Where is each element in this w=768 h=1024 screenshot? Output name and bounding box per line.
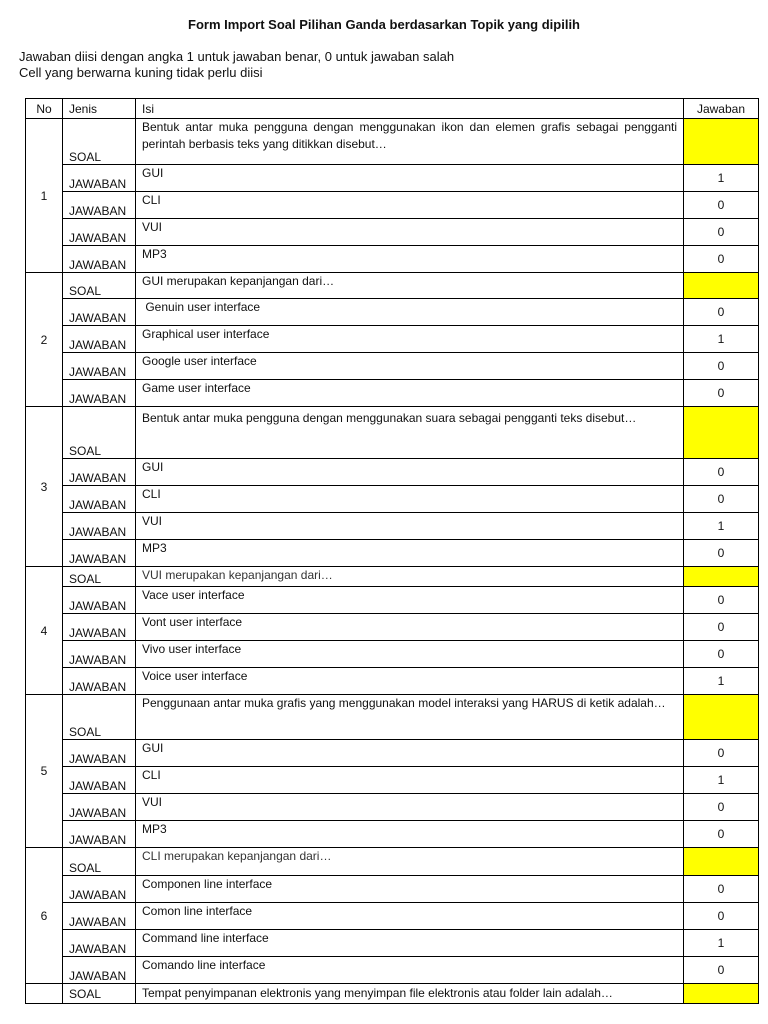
header-jawaban: Jawaban	[684, 99, 759, 119]
header-jenis: Jenis	[63, 99, 136, 119]
type-cell: JAWABAN	[63, 903, 136, 930]
type-cell: SOAL	[63, 407, 136, 459]
type-cell: JAWABAN	[63, 668, 136, 695]
answer-row	[26, 326, 759, 353]
answer-row	[26, 668, 759, 695]
type-cell: JAWABAN	[63, 957, 136, 984]
question-number: 6	[26, 848, 63, 984]
answer-row	[26, 794, 759, 821]
answer-row	[26, 192, 759, 219]
type-cell: JAWABAN	[63, 930, 136, 957]
answer-row	[26, 767, 759, 794]
answer-value[interactable]: 0	[684, 353, 759, 380]
answer-row	[26, 459, 759, 486]
answer-row	[26, 540, 759, 567]
header-row	[26, 99, 759, 119]
question-text[interactable]: VUI merupakan kepanjangan dari…	[136, 567, 684, 587]
type-cell: JAWABAN	[63, 540, 136, 567]
type-cell: JAWABAN	[63, 513, 136, 540]
header-isi: Isi	[136, 99, 684, 119]
option-text[interactable]: Vont user interface	[136, 614, 684, 641]
question-row	[26, 567, 759, 587]
type-cell: JAWABAN	[63, 165, 136, 192]
answer-row	[26, 219, 759, 246]
question-row	[26, 848, 759, 876]
answer-row	[26, 614, 759, 641]
answer-row	[26, 930, 759, 957]
type-cell: JAWABAN	[63, 219, 136, 246]
answer-row	[26, 740, 759, 767]
answer-value[interactable]: 0	[684, 587, 759, 614]
answer-cell-disabled	[684, 273, 759, 299]
answer-value[interactable]: 1	[684, 165, 759, 192]
question-row	[26, 119, 759, 165]
answer-row	[26, 641, 759, 668]
type-cell: SOAL	[63, 273, 136, 299]
type-cell: JAWABAN	[63, 353, 136, 380]
answer-row	[26, 165, 759, 192]
answer-row	[26, 486, 759, 513]
answer-cell-disabled	[684, 567, 759, 587]
answer-value[interactable]: 1	[684, 513, 759, 540]
option-text[interactable]: Vace user interface	[136, 587, 684, 614]
answer-row	[26, 876, 759, 903]
answer-value[interactable]: 0	[684, 219, 759, 246]
option-text[interactable]: VUI	[136, 794, 684, 821]
option-text[interactable]: Comando line interface	[136, 957, 684, 984]
option-text[interactable]: Voice user interface	[136, 668, 684, 695]
answer-value[interactable]: 0	[684, 740, 759, 767]
type-cell: JAWABAN	[63, 299, 136, 326]
question-text[interactable]: CLI merupakan kepanjangan dari…	[136, 848, 684, 876]
type-cell: SOAL	[63, 695, 136, 740]
answer-value[interactable]: 0	[684, 540, 759, 567]
type-cell: JAWABAN	[63, 459, 136, 486]
answer-value[interactable]: 1	[684, 668, 759, 695]
answer-value[interactable]: 0	[684, 192, 759, 219]
option-text[interactable]: MP3	[136, 821, 684, 848]
type-cell: JAWABAN	[63, 614, 136, 641]
answer-cell-disabled	[684, 984, 759, 1004]
question-table	[25, 98, 759, 1004]
option-text[interactable]: Comon line interface	[136, 903, 684, 930]
option-text[interactable]: VUI	[136, 513, 684, 540]
question-row	[26, 695, 759, 740]
answer-value[interactable]: 0	[684, 486, 759, 513]
question-text[interactable]: GUI merupakan kepanjangan dari…	[136, 273, 684, 299]
type-cell: JAWABAN	[63, 740, 136, 767]
option-text[interactable]: MP3	[136, 540, 684, 567]
question-number: 1	[26, 119, 63, 273]
answer-value[interactable]: 0	[684, 794, 759, 821]
answer-row	[26, 821, 759, 848]
option-text[interactable]: CLI	[136, 192, 684, 219]
option-text[interactable]: Componen line interface	[136, 876, 684, 903]
question-text[interactable]: Bentuk antar muka pengguna dengan menggunakan suara sebagai pengganti teks disebut…	[136, 407, 684, 459]
option-text[interactable]: Graphical user interface	[136, 326, 684, 353]
answer-row	[26, 957, 759, 984]
type-cell: JAWABAN	[63, 486, 136, 513]
question-row	[26, 273, 759, 299]
answer-cell-disabled	[684, 119, 759, 165]
type-cell: SOAL	[63, 567, 136, 587]
answer-cell-disabled	[684, 407, 759, 459]
option-text[interactable]: Genuin user interface	[136, 299, 684, 326]
answer-value[interactable]: 0	[684, 614, 759, 641]
type-cell: JAWABAN	[63, 380, 136, 407]
answer-row	[26, 380, 759, 407]
type-cell: JAWABAN	[63, 767, 136, 794]
type-cell: SOAL	[63, 984, 136, 1004]
answer-row	[26, 513, 759, 540]
answer-row	[26, 299, 759, 326]
header-no: No	[26, 99, 63, 119]
instruction-line: Cell yang berwarna kuning tidak perlu diisi	[19, 65, 263, 80]
type-cell: JAWABAN	[63, 876, 136, 903]
answer-value[interactable]: 0	[684, 821, 759, 848]
option-text[interactable]: GUI	[136, 165, 684, 192]
page-title: Form Import Soal Pilihan Ganda berdasarkan Topik yang dipilih	[188, 17, 580, 32]
answer-cell-disabled	[684, 848, 759, 876]
type-cell: JAWABAN	[63, 641, 136, 668]
option-text[interactable]: Game user interface	[136, 380, 684, 407]
question-text[interactable]: Bentuk antar muka pengguna dengan menggunakan ikon dan elemen grafis sebagai pengganti perintah berbasis teks yang ditikkan disebut…	[136, 119, 684, 165]
option-text[interactable]: MP3	[136, 246, 684, 273]
answer-value[interactable]: 0	[684, 299, 759, 326]
answer-value[interactable]: 0	[684, 641, 759, 668]
option-text[interactable]: CLI	[136, 486, 684, 513]
question-text[interactable]: Tempat penyimpanan elektronis yang menyimpan file elektronis atau folder lain adalah…	[136, 984, 684, 1004]
answer-value[interactable]: 1	[684, 930, 759, 957]
answer-value[interactable]: 0	[684, 903, 759, 930]
answer-value[interactable]: 0	[684, 876, 759, 903]
option-text[interactable]: CLI	[136, 767, 684, 794]
answer-value[interactable]: 0	[684, 380, 759, 407]
answer-value[interactable]: 1	[684, 767, 759, 794]
type-cell: JAWABAN	[63, 246, 136, 273]
question-number: 5	[26, 695, 63, 848]
type-cell: JAWABAN	[63, 821, 136, 848]
option-text[interactable]: Google user interface	[136, 353, 684, 380]
option-text[interactable]: GUI	[136, 740, 684, 767]
answer-row	[26, 353, 759, 380]
question-row	[26, 407, 759, 459]
question-number: 3	[26, 407, 63, 567]
type-cell: SOAL	[63, 119, 136, 165]
option-text[interactable]: Command line interface	[136, 930, 684, 957]
type-cell: JAWABAN	[63, 794, 136, 821]
question-number: 4	[26, 567, 63, 695]
type-cell: JAWABAN	[63, 587, 136, 614]
answer-value[interactable]: 1	[684, 326, 759, 353]
instruction-line: Jawaban diisi dengan angka 1 untuk jawaban benar, 0 untuk jawaban salah	[19, 49, 455, 64]
option-text[interactable]: Vivo user interface	[136, 641, 684, 668]
answer-cell-disabled	[684, 695, 759, 740]
answer-value[interactable]: 0	[684, 957, 759, 984]
question-number	[26, 984, 63, 1004]
question-row	[26, 984, 759, 1004]
question-number: 2	[26, 273, 63, 407]
answer-row	[26, 587, 759, 614]
type-cell: JAWABAN	[63, 326, 136, 353]
answer-value[interactable]: 0	[684, 246, 759, 273]
answer-row	[26, 246, 759, 273]
type-cell: JAWABAN	[63, 192, 136, 219]
question-text[interactable]: Penggunaan antar muka grafis yang menggunakan model interaksi yang HARUS di ketik adalah…	[136, 695, 684, 740]
type-cell: SOAL	[63, 848, 136, 876]
answer-value[interactable]: 0	[684, 459, 759, 486]
instructions	[19, 49, 454, 81]
answer-row	[26, 903, 759, 930]
option-text[interactable]: GUI	[136, 459, 684, 486]
option-text[interactable]: VUI	[136, 219, 684, 246]
